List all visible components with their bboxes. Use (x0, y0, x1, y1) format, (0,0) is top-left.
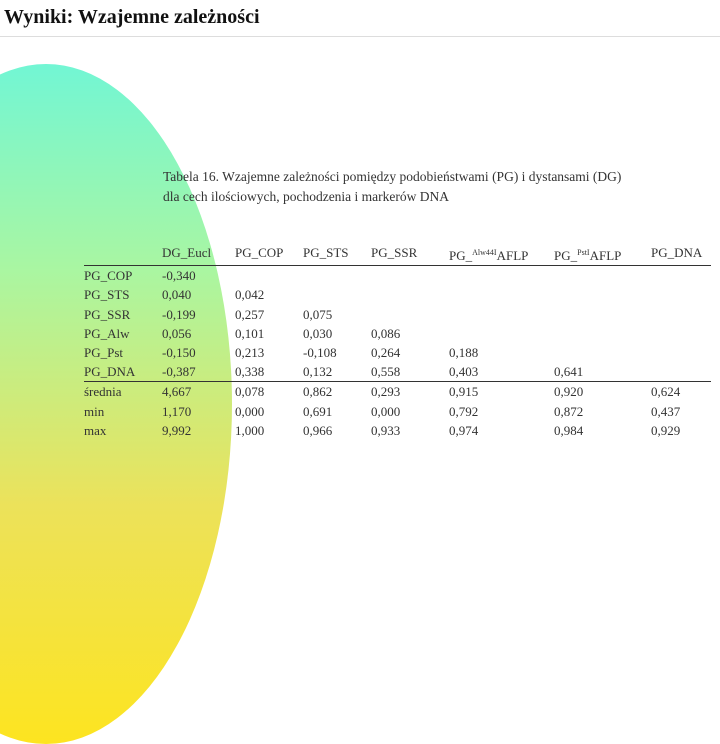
table-row (84, 324, 711, 343)
table-cell: -0,108 (303, 345, 337, 361)
table-cell (371, 266, 449, 286)
table-cell (449, 266, 554, 286)
table-cell: 0,257 (235, 306, 265, 322)
table-cell (651, 285, 711, 304)
table-cell (554, 285, 651, 304)
row-label: PG_STS (84, 287, 130, 303)
header-pg-ssr (371, 243, 449, 266)
table-cell: 0,437 (651, 403, 681, 419)
table-cell: 0,030 (303, 325, 333, 341)
table-cell: 0,264 (371, 345, 401, 361)
header-pg-cop-text: PG_COP (235, 245, 284, 260)
header-pst-prefix: PG_ (554, 248, 578, 263)
table-cell (449, 324, 554, 343)
table-cell (651, 362, 711, 382)
table-cell: 0,338 (235, 362, 303, 382)
table-row (84, 402, 711, 421)
table-cell: 0,872 (554, 403, 584, 419)
header-cell-row-labels (84, 243, 162, 266)
table-row (84, 362, 711, 382)
header-dg-eucl-text: DG_Eucl (162, 245, 212, 260)
table-header-row (84, 243, 711, 266)
row-label: PG_Alw (84, 325, 130, 341)
table-cell: 0,132 (303, 362, 371, 382)
table-cell: 0,040 (162, 287, 192, 303)
header-pg-sts-text: PG_STS (303, 245, 349, 260)
table-cell: -0,199 (162, 306, 196, 322)
table-row (84, 285, 711, 304)
table-cell: 0,920 (554, 384, 584, 400)
table-row (84, 266, 711, 286)
table-cell: 0,403 (449, 362, 554, 382)
table-row (84, 343, 711, 362)
row-label: PG_SSR (84, 306, 131, 322)
table-cell (554, 305, 651, 324)
table-cell: 0,862 (303, 384, 333, 400)
table-cell: 0,188 (449, 345, 479, 361)
table-cell: 0,056 (162, 325, 192, 341)
table-cell (651, 266, 711, 286)
table-cell: 0,558 (371, 362, 449, 382)
header-pst-suffix: AFLP (589, 248, 622, 263)
header-pg-dna (651, 243, 711, 266)
table-cell: 0,966 (303, 422, 333, 438)
table-cell (651, 343, 711, 362)
table-cell: -0,150 (162, 345, 196, 361)
table-cell (554, 324, 651, 343)
table-cell: 0,042 (235, 287, 265, 303)
table-cell: 4,667 (162, 384, 192, 400)
table-cell (651, 305, 711, 324)
header-dg-eucl (162, 243, 235, 266)
table-cell (235, 266, 303, 286)
header-pg-sts (303, 243, 371, 266)
table-cell (651, 324, 711, 343)
caption-line-2: dla cech ilościowych, pochodzenia i markerów DNA (163, 189, 450, 204)
table-cell: 0,915 (449, 384, 479, 400)
table-cell: 0,641 (554, 362, 651, 382)
table-cell: 0,984 (554, 422, 584, 438)
table-cell: 0,213 (235, 345, 265, 361)
header-pg-ssr-text: PG_SSR (371, 245, 418, 260)
table-cell: 0,293 (371, 384, 401, 400)
table-cell: 0,078 (235, 384, 265, 400)
table-cell: 0,974 (449, 422, 479, 438)
table-body (84, 266, 711, 440)
header-pst-superscript: PstI (577, 248, 590, 257)
row-label: PG_DNA (84, 362, 162, 382)
table-row (84, 382, 711, 402)
table-cell: 0,933 (371, 422, 401, 438)
table-cell: 1,170 (162, 403, 192, 419)
header-pg-psti-aflp (554, 243, 651, 266)
table-cell (371, 285, 449, 304)
table-row (84, 305, 711, 324)
row-label: PG_Pst (84, 345, 124, 361)
table-cell (303, 266, 371, 286)
table-cell: 0,086 (371, 325, 401, 341)
row-label: max (84, 422, 107, 438)
table-cell (303, 285, 371, 304)
table-row (84, 421, 711, 440)
table-cell (449, 285, 554, 304)
correlation-table (84, 243, 711, 440)
row-label: średnia (84, 384, 122, 400)
caption-line-1: Tabela 16. Wzajemne zależności pomiędzy podobieństwami (PG) i dystansami (DG) (163, 169, 622, 184)
table-cell: -0,387 (162, 362, 235, 382)
table-cell (371, 305, 449, 324)
header-alw-superscript: Alw44I (472, 248, 497, 257)
table-cell: 9,992 (162, 422, 192, 438)
table-cell: -0,340 (162, 268, 196, 284)
table-cell: 0,792 (449, 403, 479, 419)
title-divider (0, 36, 720, 37)
table-cell: 0,929 (651, 422, 681, 438)
table-cell: 0,075 (303, 306, 333, 322)
header-pg-dna-text: PG_DNA (651, 245, 703, 260)
header-alw-suffix: AFLP (496, 248, 529, 263)
row-label: PG_COP (84, 268, 133, 284)
slide-title: Wyniki: Wzajemne zależności (4, 6, 260, 28)
table-cell: 0,000 (371, 403, 401, 419)
table-cell: 0,000 (235, 403, 265, 419)
table-cell (554, 266, 651, 286)
table-cell: 0,624 (651, 384, 681, 400)
table-cell (449, 305, 554, 324)
table-cell: 0,101 (235, 325, 265, 341)
header-pg-alw44i-aflp (449, 243, 554, 266)
table-cell (554, 343, 651, 362)
table-caption (163, 167, 720, 207)
table-cell: 0,691 (303, 403, 333, 419)
header-pg-cop (235, 243, 303, 266)
header-alw-prefix: PG_ (449, 248, 473, 263)
table-cell: 1,000 (235, 422, 265, 438)
row-label: min (84, 403, 105, 419)
